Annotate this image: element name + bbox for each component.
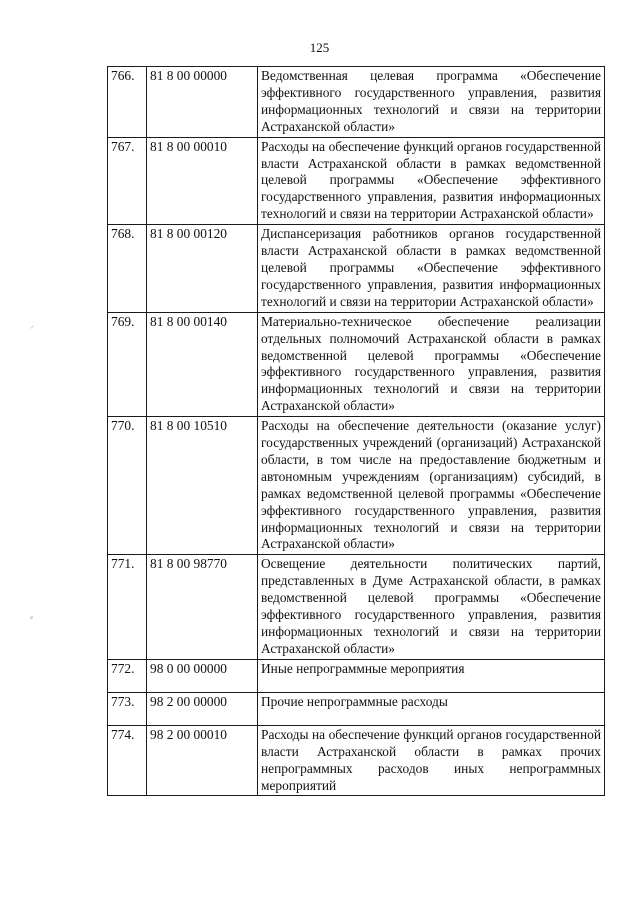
table-row: [108, 555, 605, 659]
row-number: 771.: [108, 555, 147, 659]
row-number: 768.: [108, 225, 147, 313]
table-row: [108, 692, 605, 725]
row-code: 81 8 00 00120: [147, 225, 258, 313]
table-row: [108, 67, 605, 138]
table-row: [108, 417, 605, 555]
row-code: 81 8 00 00140: [147, 312, 258, 416]
row-code: 81 8 00 10510: [147, 417, 258, 555]
scan-artifact-mark: ⸗: [30, 613, 33, 623]
page-number: 125: [309, 40, 330, 55]
row-description: Расходы на обеспечение деятельности (оказание услуг) государственных учреждений (организаций) Астраханской области, в том числе на предоставление бюджетным и автономным учреждениям (организациям) субсидий, в рамках ведомственной целевой программы «Обеспечение эффективного государственного управления, развития информационных технологий и связи на территории Астраханской области»: [258, 417, 605, 555]
row-description: Диспансеризация работников органов государственной власти Астраханской области в рамках ведомственной целевой программы «Обеспечение эффективного государственного управления, развития информационных технологий и связи на территории Астраханской области»: [258, 225, 605, 313]
row-number: 769.: [108, 312, 147, 416]
row-code: 98 2 00 00010: [147, 725, 258, 796]
table-row: [108, 725, 605, 796]
row-number: 766.: [108, 67, 147, 138]
row-description: Ведомственная целевая программа «Обеспечение эффективного государственного управления, развития информационных технологий и связи на территории Астраханской области»: [258, 67, 605, 138]
table-row: [108, 137, 605, 225]
row-description: Прочие непрограммные расходы: [258, 692, 605, 725]
table-row: [108, 659, 605, 692]
row-number: 772.: [108, 659, 147, 692]
row-code: 81 8 00 98770: [147, 555, 258, 659]
budget-classification-table: [107, 66, 605, 796]
row-code: 81 8 00 00010: [147, 137, 258, 225]
row-description: Материально-техническое обеспечение реализации отдельных полномочий Астраханской области в рамках ведомственной целевой программы «Обеспечение эффективного государственного управления, развития информационных технологий и связи на территории Астраханской области»: [258, 312, 605, 416]
row-description: Освещение деятельности политических партий, представленных в Думе Астраханской области, в рамках ведомственной целевой программы «Обеспечение эффективного государственного управления, развития информационных технологий и связи на территории Астраханской области»: [258, 555, 605, 659]
row-code: 81 8 00 00000: [147, 67, 258, 138]
row-number: 770.: [108, 417, 147, 555]
table-row: [108, 225, 605, 313]
scan-artifact-mark: ⸝: [30, 321, 35, 331]
row-code: 98 2 00 00000: [147, 692, 258, 725]
row-code: 98 0 00 00000: [147, 659, 258, 692]
row-description: Расходы на обеспечение функций органов государственной власти Астраханской области в рамках ведомственной целевой программы «Обеспечение эффективного государственного управления, развития информационных технологий и связи на территории Астраханской области»: [258, 137, 605, 225]
row-number: 767.: [108, 137, 147, 225]
row-description: Иные непрограммные мероприятия: [258, 659, 605, 692]
row-number: 774.: [108, 725, 147, 796]
row-number: 773.: [108, 692, 147, 725]
table-row: [108, 312, 605, 416]
row-description: Расходы на обеспечение функций органов государственной власти Астраханской области в рамках прочих непрограммных расходов иных непрограммных мероприятий: [258, 725, 605, 796]
